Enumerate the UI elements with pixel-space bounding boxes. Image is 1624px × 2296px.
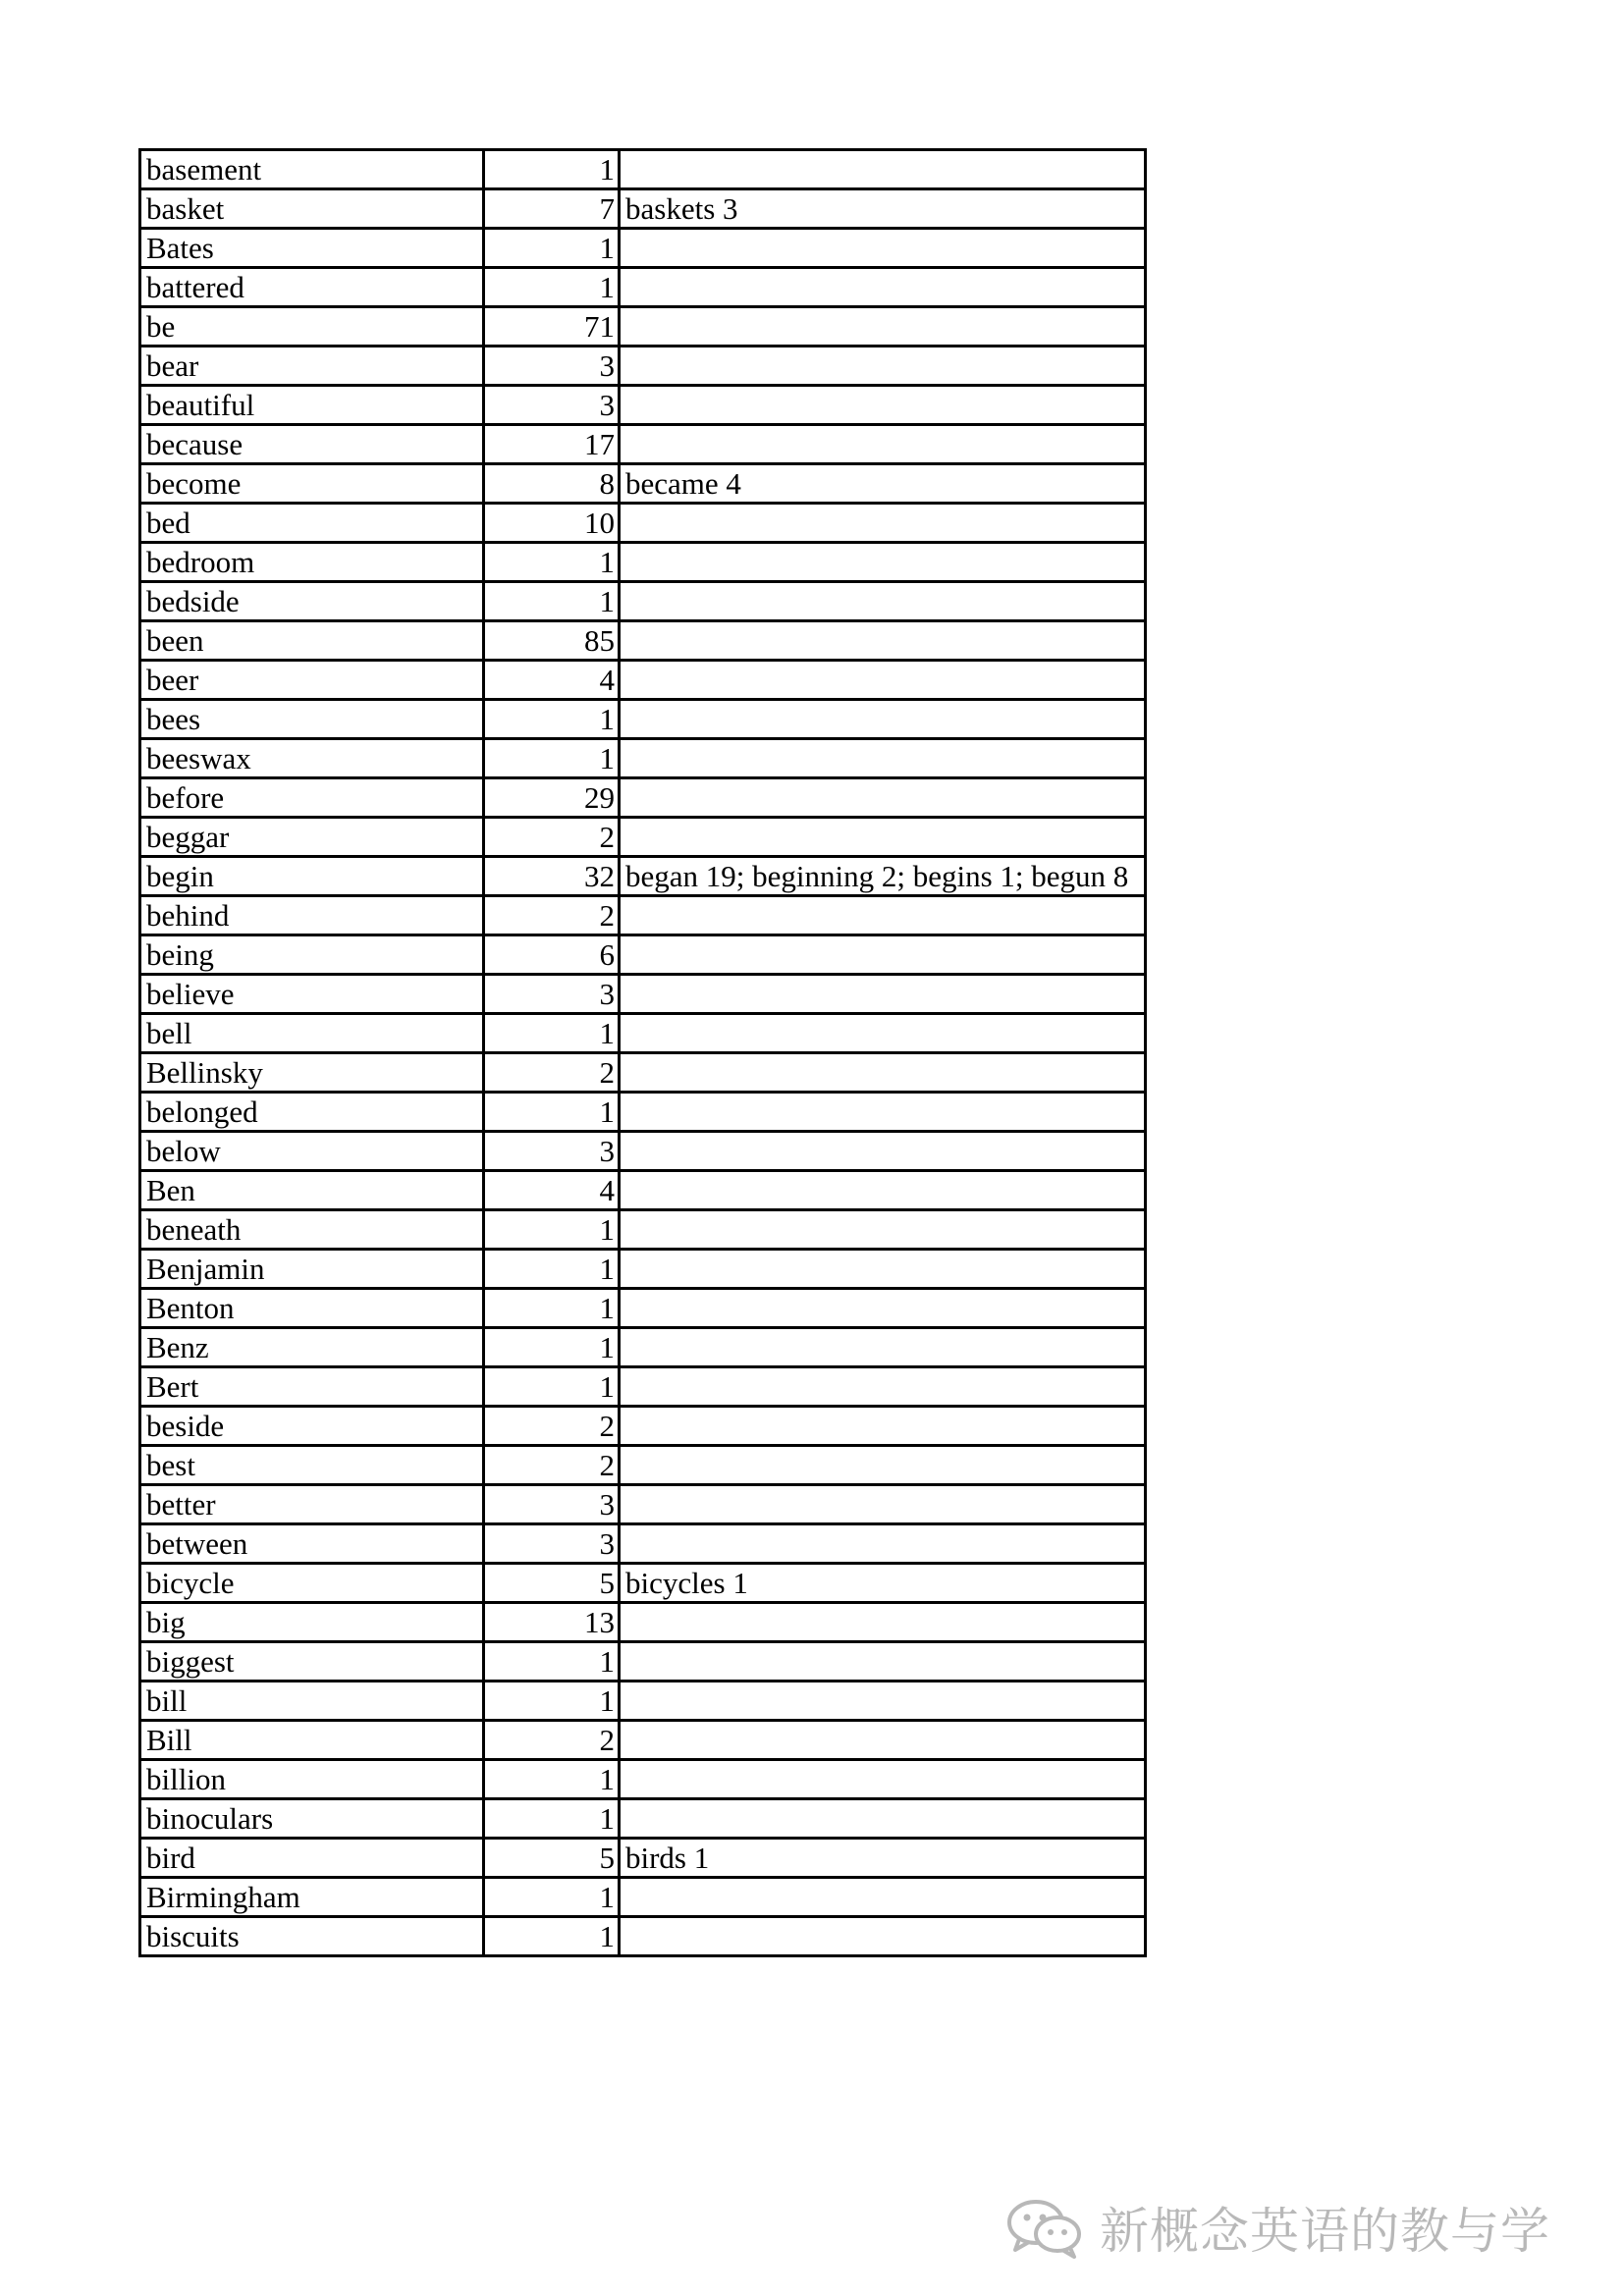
forms-cell (620, 1407, 1146, 1446)
forms-cell (620, 935, 1146, 975)
word-cell: before (140, 778, 484, 818)
word-cell: bill (140, 1682, 484, 1721)
forms-cell (620, 1171, 1146, 1210)
count-cell: 2 (484, 1446, 620, 1485)
word-cell: be (140, 307, 484, 347)
table-row (140, 425, 1146, 464)
table-row (140, 1093, 1146, 1132)
word-cell: best (140, 1446, 484, 1485)
table-row (140, 1878, 1146, 1917)
forms-cell (620, 1367, 1146, 1407)
word-cell: billion (140, 1760, 484, 1799)
word-cell: biscuits (140, 1917, 484, 1956)
count-cell: 29 (484, 778, 620, 818)
forms-cell (620, 621, 1146, 661)
table-row (140, 1250, 1146, 1289)
table-row (140, 1642, 1146, 1682)
table-row (140, 1485, 1146, 1524)
count-cell: 1 (484, 1014, 620, 1053)
forms-cell: birds 1 (620, 1839, 1146, 1878)
forms-cell (620, 504, 1146, 543)
word-cell: bird (140, 1839, 484, 1878)
table-row (140, 386, 1146, 425)
count-cell: 13 (484, 1603, 620, 1642)
count-cell: 1 (484, 229, 620, 268)
watermark-text: 新概念英语的教与学 (1100, 2203, 1550, 2260)
table-row (140, 935, 1146, 975)
table-row (140, 700, 1146, 739)
table-row (140, 1210, 1146, 1250)
count-cell: 1 (484, 1328, 620, 1367)
count-cell: 1 (484, 1760, 620, 1799)
word-cell: belonged (140, 1093, 484, 1132)
word-cell: behind (140, 896, 484, 935)
forms-cell: began 19; beginning 2; begins 1; begun 8 (620, 857, 1146, 896)
table-row (140, 1721, 1146, 1760)
forms-cell (620, 1603, 1146, 1642)
forms-cell (620, 1799, 1146, 1839)
forms-cell (620, 1014, 1146, 1053)
forms-cell (620, 1132, 1146, 1171)
word-cell: better (140, 1485, 484, 1524)
table-row (140, 229, 1146, 268)
count-cell: 1 (484, 268, 620, 307)
word-cell: Bellinsky (140, 1053, 484, 1093)
forms-cell (620, 543, 1146, 582)
table-row (140, 661, 1146, 700)
table-row (140, 543, 1146, 582)
count-cell: 1 (484, 1878, 620, 1917)
forms-cell (620, 1328, 1146, 1367)
table-row (140, 818, 1146, 857)
count-cell: 10 (484, 504, 620, 543)
forms-cell: bicycles 1 (620, 1564, 1146, 1603)
forms-cell (620, 268, 1146, 307)
forms-cell (620, 1642, 1146, 1682)
count-cell: 1 (484, 1289, 620, 1328)
count-cell: 2 (484, 1721, 620, 1760)
word-cell: beggar (140, 818, 484, 857)
word-cell: bed (140, 504, 484, 543)
count-cell: 1 (484, 700, 620, 739)
forms-cell (620, 1917, 1146, 1956)
table-row (140, 621, 1146, 661)
forms-cell (620, 700, 1146, 739)
count-cell: 17 (484, 425, 620, 464)
forms-cell (620, 818, 1146, 857)
table-row (140, 1799, 1146, 1839)
word-cell: Bill (140, 1721, 484, 1760)
count-cell: 3 (484, 1524, 620, 1564)
table-row (140, 1760, 1146, 1799)
forms-cell (620, 1093, 1146, 1132)
table-row (140, 268, 1146, 307)
table-row (140, 1367, 1146, 1407)
word-cell: basket (140, 189, 484, 229)
table-row (140, 1289, 1146, 1328)
word-frequency-table (138, 148, 1147, 1957)
forms-cell (620, 1250, 1146, 1289)
count-cell: 1 (484, 1917, 620, 1956)
count-cell: 1 (484, 543, 620, 582)
table-row (140, 464, 1146, 504)
count-cell: 1 (484, 1367, 620, 1407)
word-cell: being (140, 935, 484, 975)
table-row (140, 1171, 1146, 1210)
table-row (140, 1917, 1146, 1956)
table-row (140, 1564, 1146, 1603)
word-cell: begin (140, 857, 484, 896)
table-row (140, 582, 1146, 621)
count-cell: 32 (484, 857, 620, 896)
count-cell: 1 (484, 1093, 620, 1132)
table-row (140, 1328, 1146, 1367)
word-cell: been (140, 621, 484, 661)
count-cell: 7 (484, 189, 620, 229)
word-cell: Benjamin (140, 1250, 484, 1289)
forms-cell (620, 739, 1146, 778)
word-cell: big (140, 1603, 484, 1642)
word-cell: battered (140, 268, 484, 307)
count-cell: 1 (484, 1799, 620, 1839)
count-cell: 8 (484, 464, 620, 504)
word-cell: bicycle (140, 1564, 484, 1603)
word-cell: binoculars (140, 1799, 484, 1839)
table-row (140, 1132, 1146, 1171)
table-row (140, 857, 1146, 896)
count-cell: 3 (484, 975, 620, 1014)
word-cell: believe (140, 975, 484, 1014)
table-row (140, 1053, 1146, 1093)
count-cell: 1 (484, 1250, 620, 1289)
forms-cell (620, 975, 1146, 1014)
table-row (140, 189, 1146, 229)
count-cell: 6 (484, 935, 620, 975)
word-cell: beside (140, 1407, 484, 1446)
forms-cell (620, 150, 1146, 189)
forms-cell: became 4 (620, 464, 1146, 504)
table-row (140, 1839, 1146, 1878)
word-cell: bedroom (140, 543, 484, 582)
count-cell: 4 (484, 661, 620, 700)
word-cell: Bates (140, 229, 484, 268)
wechat-icon (1003, 2195, 1088, 2260)
table-row (140, 1446, 1146, 1485)
count-cell: 3 (484, 1132, 620, 1171)
count-cell: 2 (484, 1053, 620, 1093)
table-row (140, 504, 1146, 543)
forms-cell (620, 386, 1146, 425)
word-cell: beautiful (140, 386, 484, 425)
count-cell: 3 (484, 386, 620, 425)
count-cell: 4 (484, 1171, 620, 1210)
word-cell: Benz (140, 1328, 484, 1367)
table-row (140, 1682, 1146, 1721)
word-cell: biggest (140, 1642, 484, 1682)
table-row (140, 975, 1146, 1014)
count-cell: 1 (484, 1682, 620, 1721)
word-cell: because (140, 425, 484, 464)
count-cell: 1 (484, 1210, 620, 1250)
word-cell: bees (140, 700, 484, 739)
forms-cell (620, 1760, 1146, 1799)
table-row (140, 739, 1146, 778)
table-row (140, 1524, 1146, 1564)
forms-cell (620, 1721, 1146, 1760)
forms-cell (620, 896, 1146, 935)
forms-cell (620, 425, 1146, 464)
forms-cell (620, 1485, 1146, 1524)
forms-cell (620, 661, 1146, 700)
table-row (140, 778, 1146, 818)
forms-cell (620, 1053, 1146, 1093)
forms-cell (620, 778, 1146, 818)
word-cell: beer (140, 661, 484, 700)
table-row (140, 1407, 1146, 1446)
table-body (140, 150, 1146, 1956)
table-row (140, 307, 1146, 347)
word-cell: become (140, 464, 484, 504)
forms-cell: baskets 3 (620, 189, 1146, 229)
word-cell: Benton (140, 1289, 484, 1328)
word-cell: beneath (140, 1210, 484, 1250)
word-cell: between (140, 1524, 484, 1564)
word-cell: bedside (140, 582, 484, 621)
count-cell: 1 (484, 582, 620, 621)
forms-cell (620, 1210, 1146, 1250)
forms-cell (620, 307, 1146, 347)
count-cell: 3 (484, 347, 620, 386)
count-cell: 2 (484, 896, 620, 935)
table-row (140, 896, 1146, 935)
forms-cell (620, 1289, 1146, 1328)
count-cell: 1 (484, 150, 620, 189)
word-cell: Bert (140, 1367, 484, 1407)
watermark (1003, 2195, 1550, 2260)
table-row (140, 1603, 1146, 1642)
word-cell: beeswax (140, 739, 484, 778)
count-cell: 2 (484, 1407, 620, 1446)
table-row (140, 347, 1146, 386)
count-cell: 2 (484, 818, 620, 857)
word-cell: Birmingham (140, 1878, 484, 1917)
word-cell: Ben (140, 1171, 484, 1210)
word-cell: below (140, 1132, 484, 1171)
forms-cell (620, 229, 1146, 268)
forms-cell (620, 347, 1146, 386)
word-cell: basement (140, 150, 484, 189)
forms-cell (620, 582, 1146, 621)
table-row (140, 150, 1146, 189)
count-cell: 1 (484, 1642, 620, 1682)
count-cell: 85 (484, 621, 620, 661)
count-cell: 1 (484, 739, 620, 778)
count-cell: 71 (484, 307, 620, 347)
forms-cell (620, 1524, 1146, 1564)
forms-cell (620, 1446, 1146, 1485)
forms-cell (620, 1682, 1146, 1721)
count-cell: 5 (484, 1839, 620, 1878)
count-cell: 5 (484, 1564, 620, 1603)
word-cell: bear (140, 347, 484, 386)
word-cell: bell (140, 1014, 484, 1053)
count-cell: 3 (484, 1485, 620, 1524)
table-row (140, 1014, 1146, 1053)
forms-cell (620, 1878, 1146, 1917)
